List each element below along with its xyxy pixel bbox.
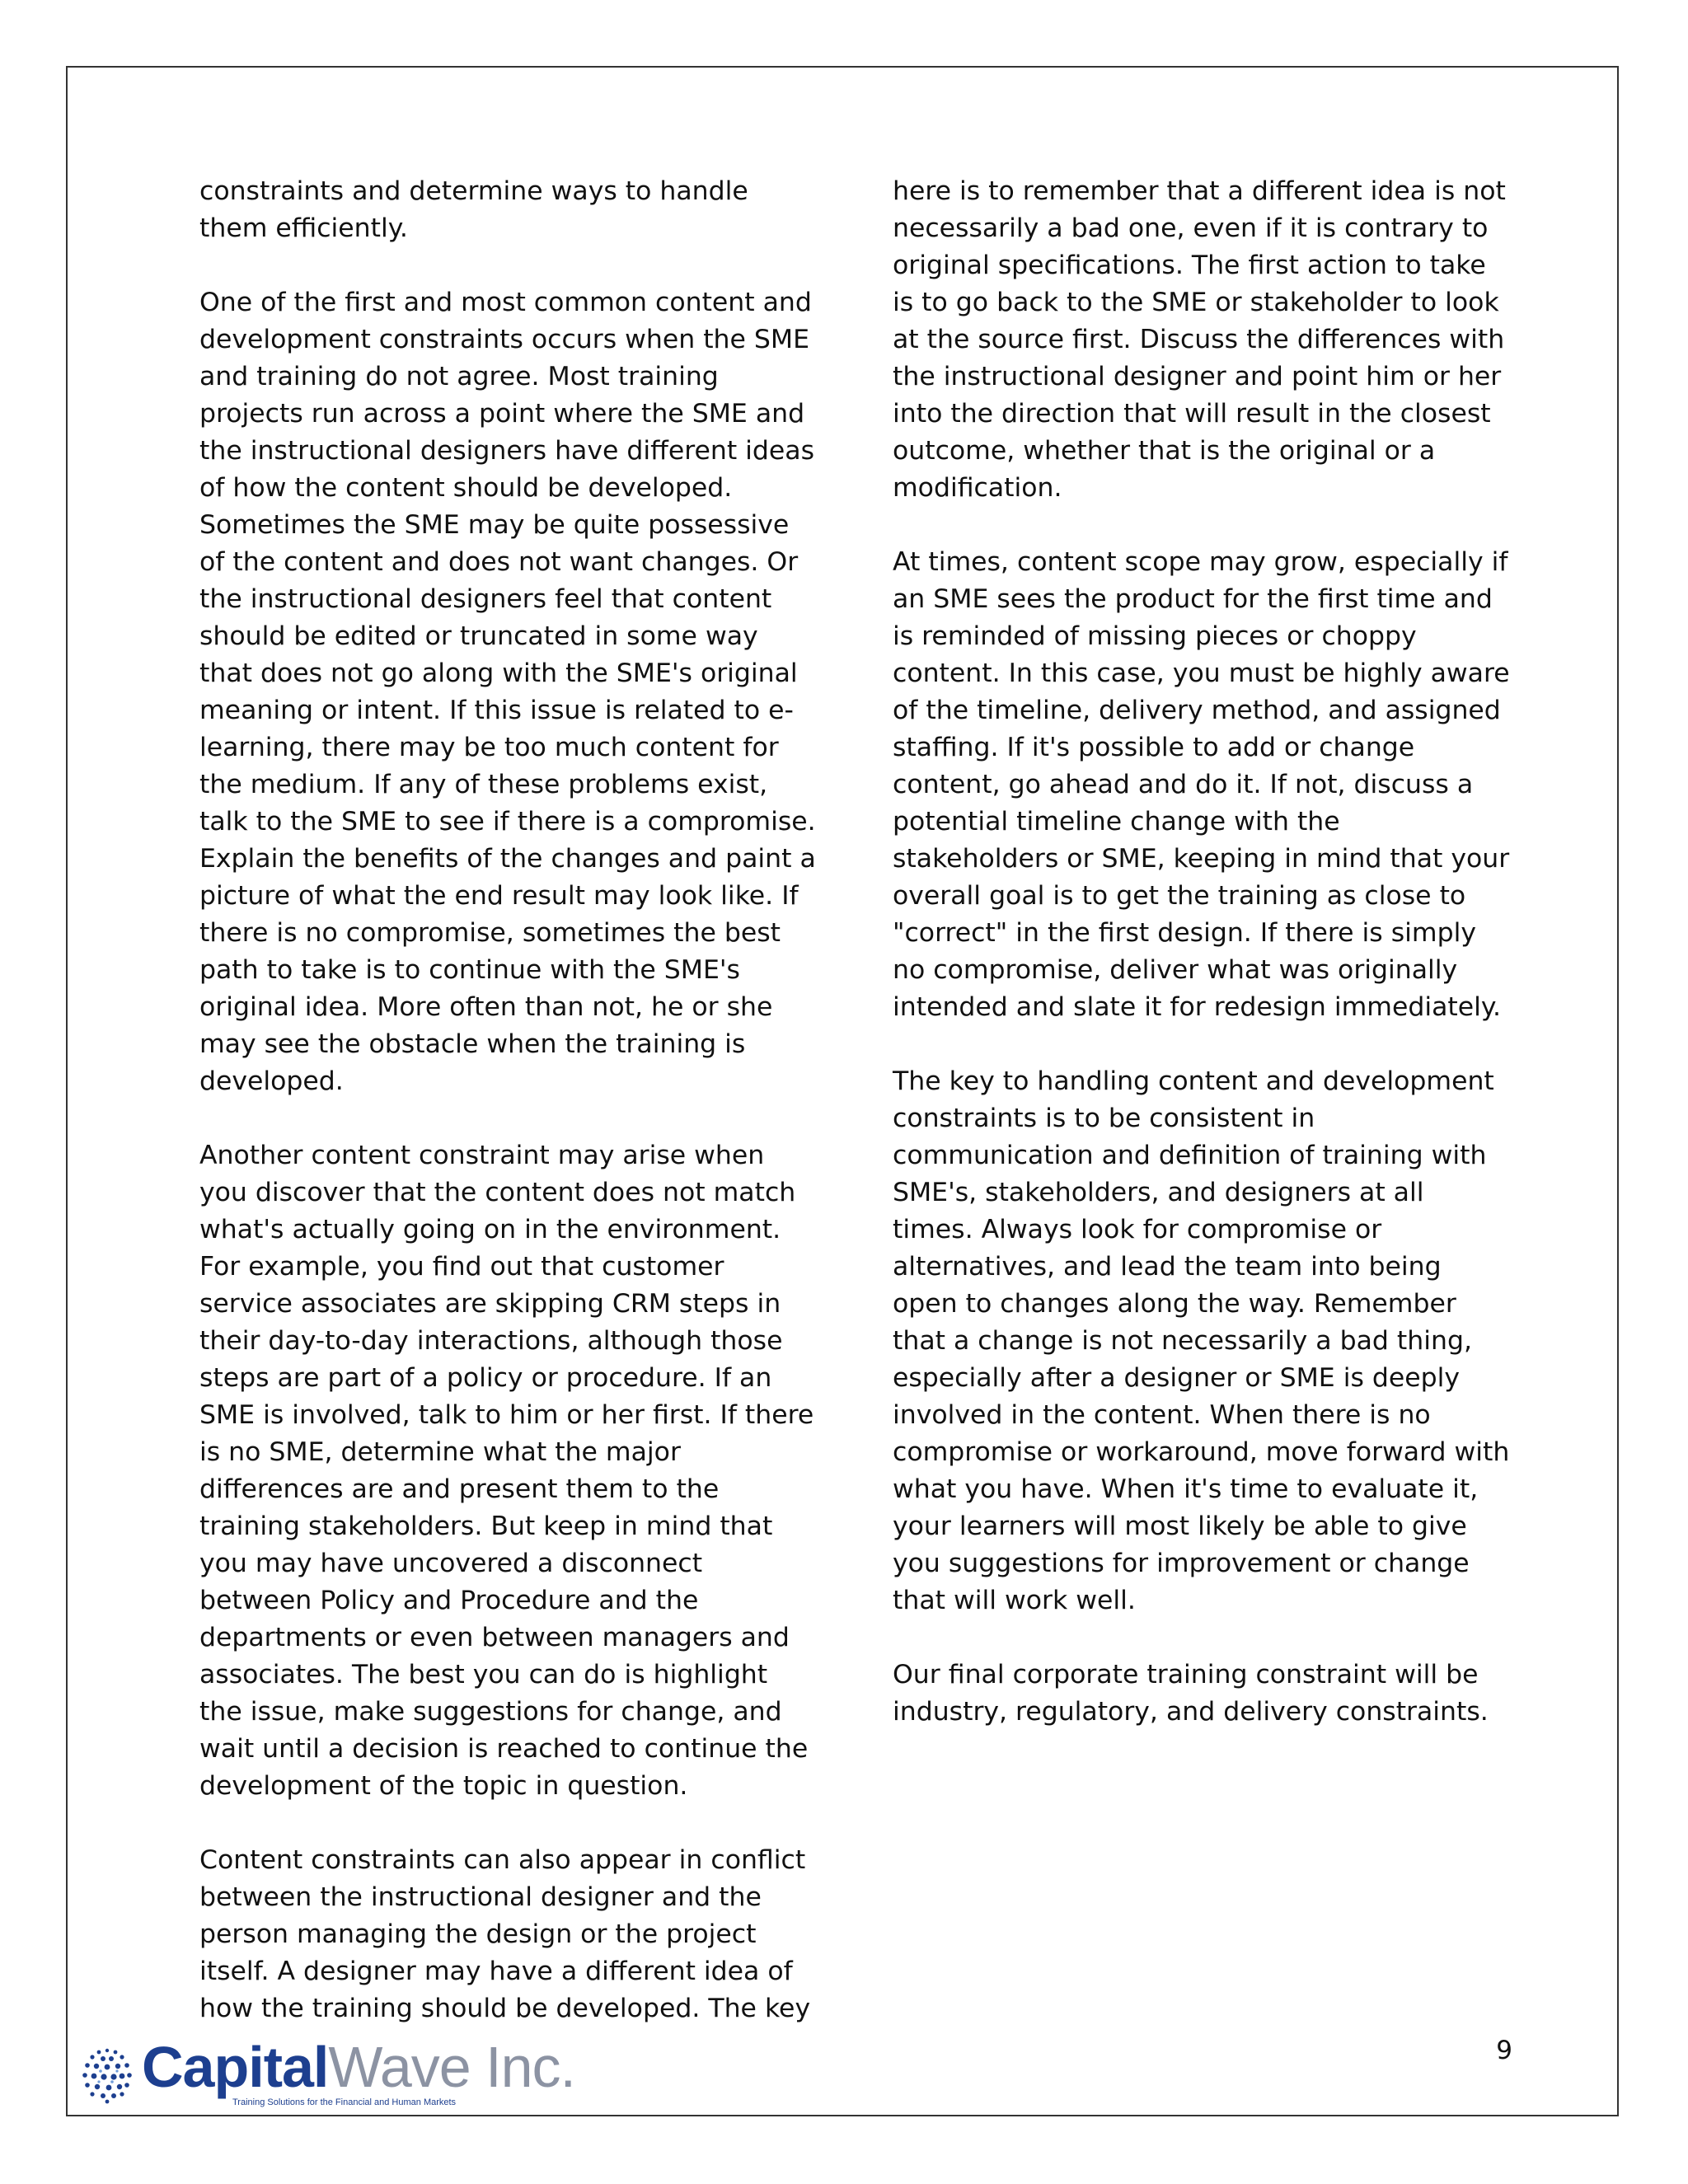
paragraph: Content constraints can also appear in conflict between the instructional designer and the person managing the design or the project itself. A designer may have a different idea of how the training should be developed. The key [199, 1845, 811, 2023]
paragraph: The key to handling content and development constraints is to be consistent in communication and definition of training with SME's, stakeholders, and designers at all times. Always look for compromise or alternatives, and lead the team into being open to changes along the way. Remember that a change is not necessarily a bad thing, especially after a designer or SME is deeply involved in the content. When there is no compromise or workaround, move forward with what you have. When it's time to evaluate it, your learners will most likely be able to give you suggestions for improvement or change that will work well. [893, 1066, 1510, 1615]
logo-name-light: Wave Inc. [328, 2035, 575, 2099]
logo-name-bold: Capital [142, 2035, 329, 2099]
paragraph: Our final corporate training constraint will be industry, regulatory, and delivery constraints. [893, 1660, 1489, 1727]
logo-wordmark [142, 2036, 575, 2098]
right-column [893, 173, 1511, 1768]
paragraph: At times, content scope may grow, especially if an SME sees the product for the first time and is reminded of missing pieces or choppy content. In this case, you must be highly aware of the timeline, delivery method, and assigned staffing. If it's possible to add or change content, go ahead and do it. If not, discuss a potential timeline change with the stakeholders or SME, keeping in mind that your overall goal is to get the training as close to "correct" in the first design. If there is simply no compromise, deliver what was originally intended and slate it for redesign immediately. [893, 547, 1510, 1022]
company-logo [76, 2035, 575, 2110]
logo-tagline: Training Solutions for the Financial and Human Markets [232, 2097, 457, 2107]
paragraph: here is to remember that a different idea is not necessarily a bad one, even if it is contrary to original specifications. The first action to take is to go back to the SME or stakeholder to look at the source first. Discuss the differences with the instructional designer and point him or her into the direction that will result in the closest outcome, whether that is the original or a modification. [893, 176, 1506, 503]
left-column [199, 173, 818, 2064]
paragraph: Another content constraint may arise when you discover that the content does not match what's actually going on in the environment. For example, you find out that customer service associates are skipping CRM steps in their day-to-day interactions, although those steps are part of a policy or procedure. If an SME is involved, talk to him or her first. If there is no SME, determine what the major differences are and present them to the training stakeholders. But keep in mind that you may have uncovered a disconnect between Policy and Procedure and the departments or even between managers and associates. The best you can do is highlight the issue, make suggestions for change, and wait until a decision is reached to continue the development of the topic in question. [199, 1141, 814, 1801]
paragraph: One of the first and most common content and development constraints occurs when the SME and training do not agree. Most training projects run across a point where the SME and the instructional designers have different ideas of how the content should be developed. Sometimes the SME may be quite possessive of the content and does not want changes. Or the instructional designers feel that content should be edited or truncated in some way that does not go along with the SME's original meaning or intent. If this issue is related to e-learning, there may be too much content for the medium. If any of these problems exist, talk to the SME to see if there is a compromise. Explain the benefits of the changes and paint a picture of what the end result may look like. If there is no compromise, sometimes the best path to take is to continue with the SME's original idea. More often than not, he or she may see the obstacle when the training is developed. [199, 288, 816, 1096]
paragraph: constraints and determine ways to handle them efficiently. [199, 176, 748, 243]
globe-icon [76, 2044, 138, 2107]
page-number: 9 [1496, 2036, 1512, 2065]
